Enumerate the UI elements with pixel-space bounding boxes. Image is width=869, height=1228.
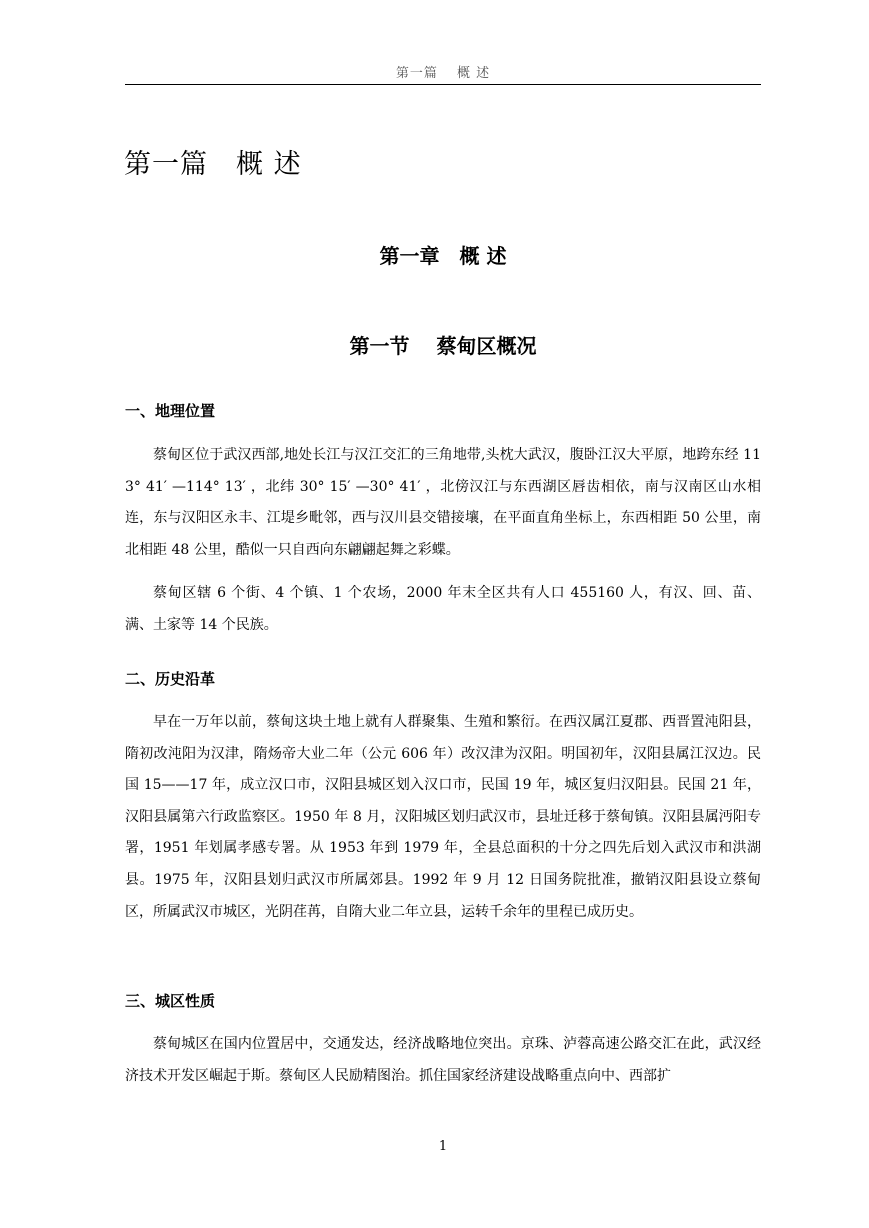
page-number: 1 [438, 1139, 448, 1154]
header-rule [125, 84, 761, 85]
part-title: 第一篇 概 述 [124, 149, 302, 180]
section-title: 第一节 蔡甸区概况 [349, 334, 537, 358]
paragraph-nature-1: 蔡甸城区在国内位置居中，交通发达，经济战略地位突出。京珠、泸蓉高速公路交汇在此，武汉经济技术开发区崛起于斯。蔡甸区人民励精图治。抓住国家经济建设战略重点向中、西部扩 [125, 1036, 761, 1084]
subsection-heading-location: 一、地理位置 [125, 402, 216, 420]
subsection-heading-nature: 三、城区性质 [125, 992, 216, 1010]
running-header: 第一篇 概 述 [395, 66, 491, 81]
subsection-heading-history: 二、历史沿革 [125, 670, 216, 688]
paragraph-location-1: 蔡甸区位于武汉西部,地处长江与汉江交汇的三角地带,头枕大武汉，腹卧江汉大平原，地跨东经 113° 41′ —114° 13′ ，北纬 30° 15′ —30° 41′ ，北傍汉江与东西湖区唇齿相依，南与汉南区山水相连，东与汉阳区永丰、江堤乡毗邻，西与汉川县交错接壤，在平面直角坐标上，东西相距 50 公里，南北相距 48 公里，酷似一只自西向东翩翩起舞之彩蝶。 [125, 447, 761, 558]
chapter-title: 第一章 概 述 [379, 244, 507, 268]
paragraph-location-2: 蔡甸区辖 6 个街、4 个镇、1 个农场，2000 年末全区共有人口 455160 人，有汉、回、苗、满、土家等 14 个民族。 [125, 585, 761, 633]
paragraph-history-1: 早在一万年以前，蔡甸这块土地上就有人群聚集、生殖和繁衍。在西汉属江夏郡、西晋置沌阳县，隋初改沌阳为汉津，隋炀帝大业二年（公元 606 年）改汉津为汉阳。明国初年，汉阳县属江汉边。民国 15——17 年，成立汉口市，汉阳县城区划入汉口市，民国 19 年，城区复归汉阳县。民国 21 年，汉阳县属第六行政监察区。1950 年 8 月，汉阳城区划归武汉市，县址迁移于蔡甸镇。汉阳县属沔阳专署，1951 年划属孝感专署。从 1953 年到 1979 年，全县总面积的十分之四先后划入武汉市和洪湖县。1975 年，汉阳县划归武汉市所属郊县。1992 年 9 月 12 日国务院批准，撤销汉阳县设立蔡甸区，所属武汉市城区，光阴荏苒，自隋大业二年立县，运转千余年的里程已成历史。 [125, 714, 761, 920]
